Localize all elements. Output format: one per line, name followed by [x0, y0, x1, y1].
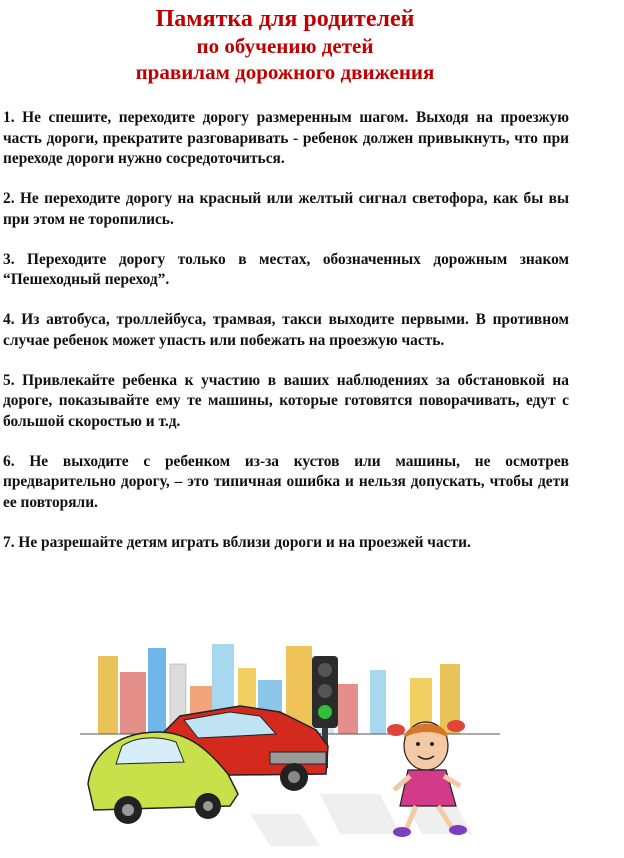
rule-2: 2. Не переходите дорогу на красный или желтый сигнал светофора, как бы вы при этом не торопились.: [3, 190, 569, 228]
rule-6: 6. Не выходите с ребенком из-за кустов или машины, не осмотрев предварительно дорогу, – это типичная ошибка и нельзя допускать, чтобы дети ее повторяли.: [3, 452, 569, 511]
rule-3: 3. Переходите дорогу только в местах, обозначенных дорожным знаком “Пешеходный переход”.: [3, 250, 569, 288]
rules-list: [3, 108, 569, 573]
title-line-1: Памятка для родителей: [155, 6, 415, 32]
title-line-2: по обучению детей: [196, 34, 374, 58]
rule-5: 5. Привлекайте ребенка к участию в ваших наблюдениях за обстановкой на дороге, показывайте ему те машины, которые готовятся поворачивать, едут с большой скоростью и т.д.: [3, 371, 569, 430]
memo-title: [0, 6, 570, 85]
rule-1: 1. Не спешите, переходите дорогу размеренным шагом. Выходя на проезжую часть дороги, прекратите разговаривать - ребенок должен привыкнуть, что при переходе дороги нужно сосредоточиться.: [3, 109, 569, 167]
rule-7: 7. Не разрешайте детям играть вблизи дороги и на проезжей части.: [3, 533, 471, 551]
rule-4: 4. Из автобуса, троллейбуса, трамвая, такси выходите первыми. В противном случае ребенок может упасть или побежать на проезжую часть.: [3, 311, 569, 349]
street-illustration: [80, 634, 500, 846]
title-line-3: правилам дорожного движения: [135, 60, 435, 84]
